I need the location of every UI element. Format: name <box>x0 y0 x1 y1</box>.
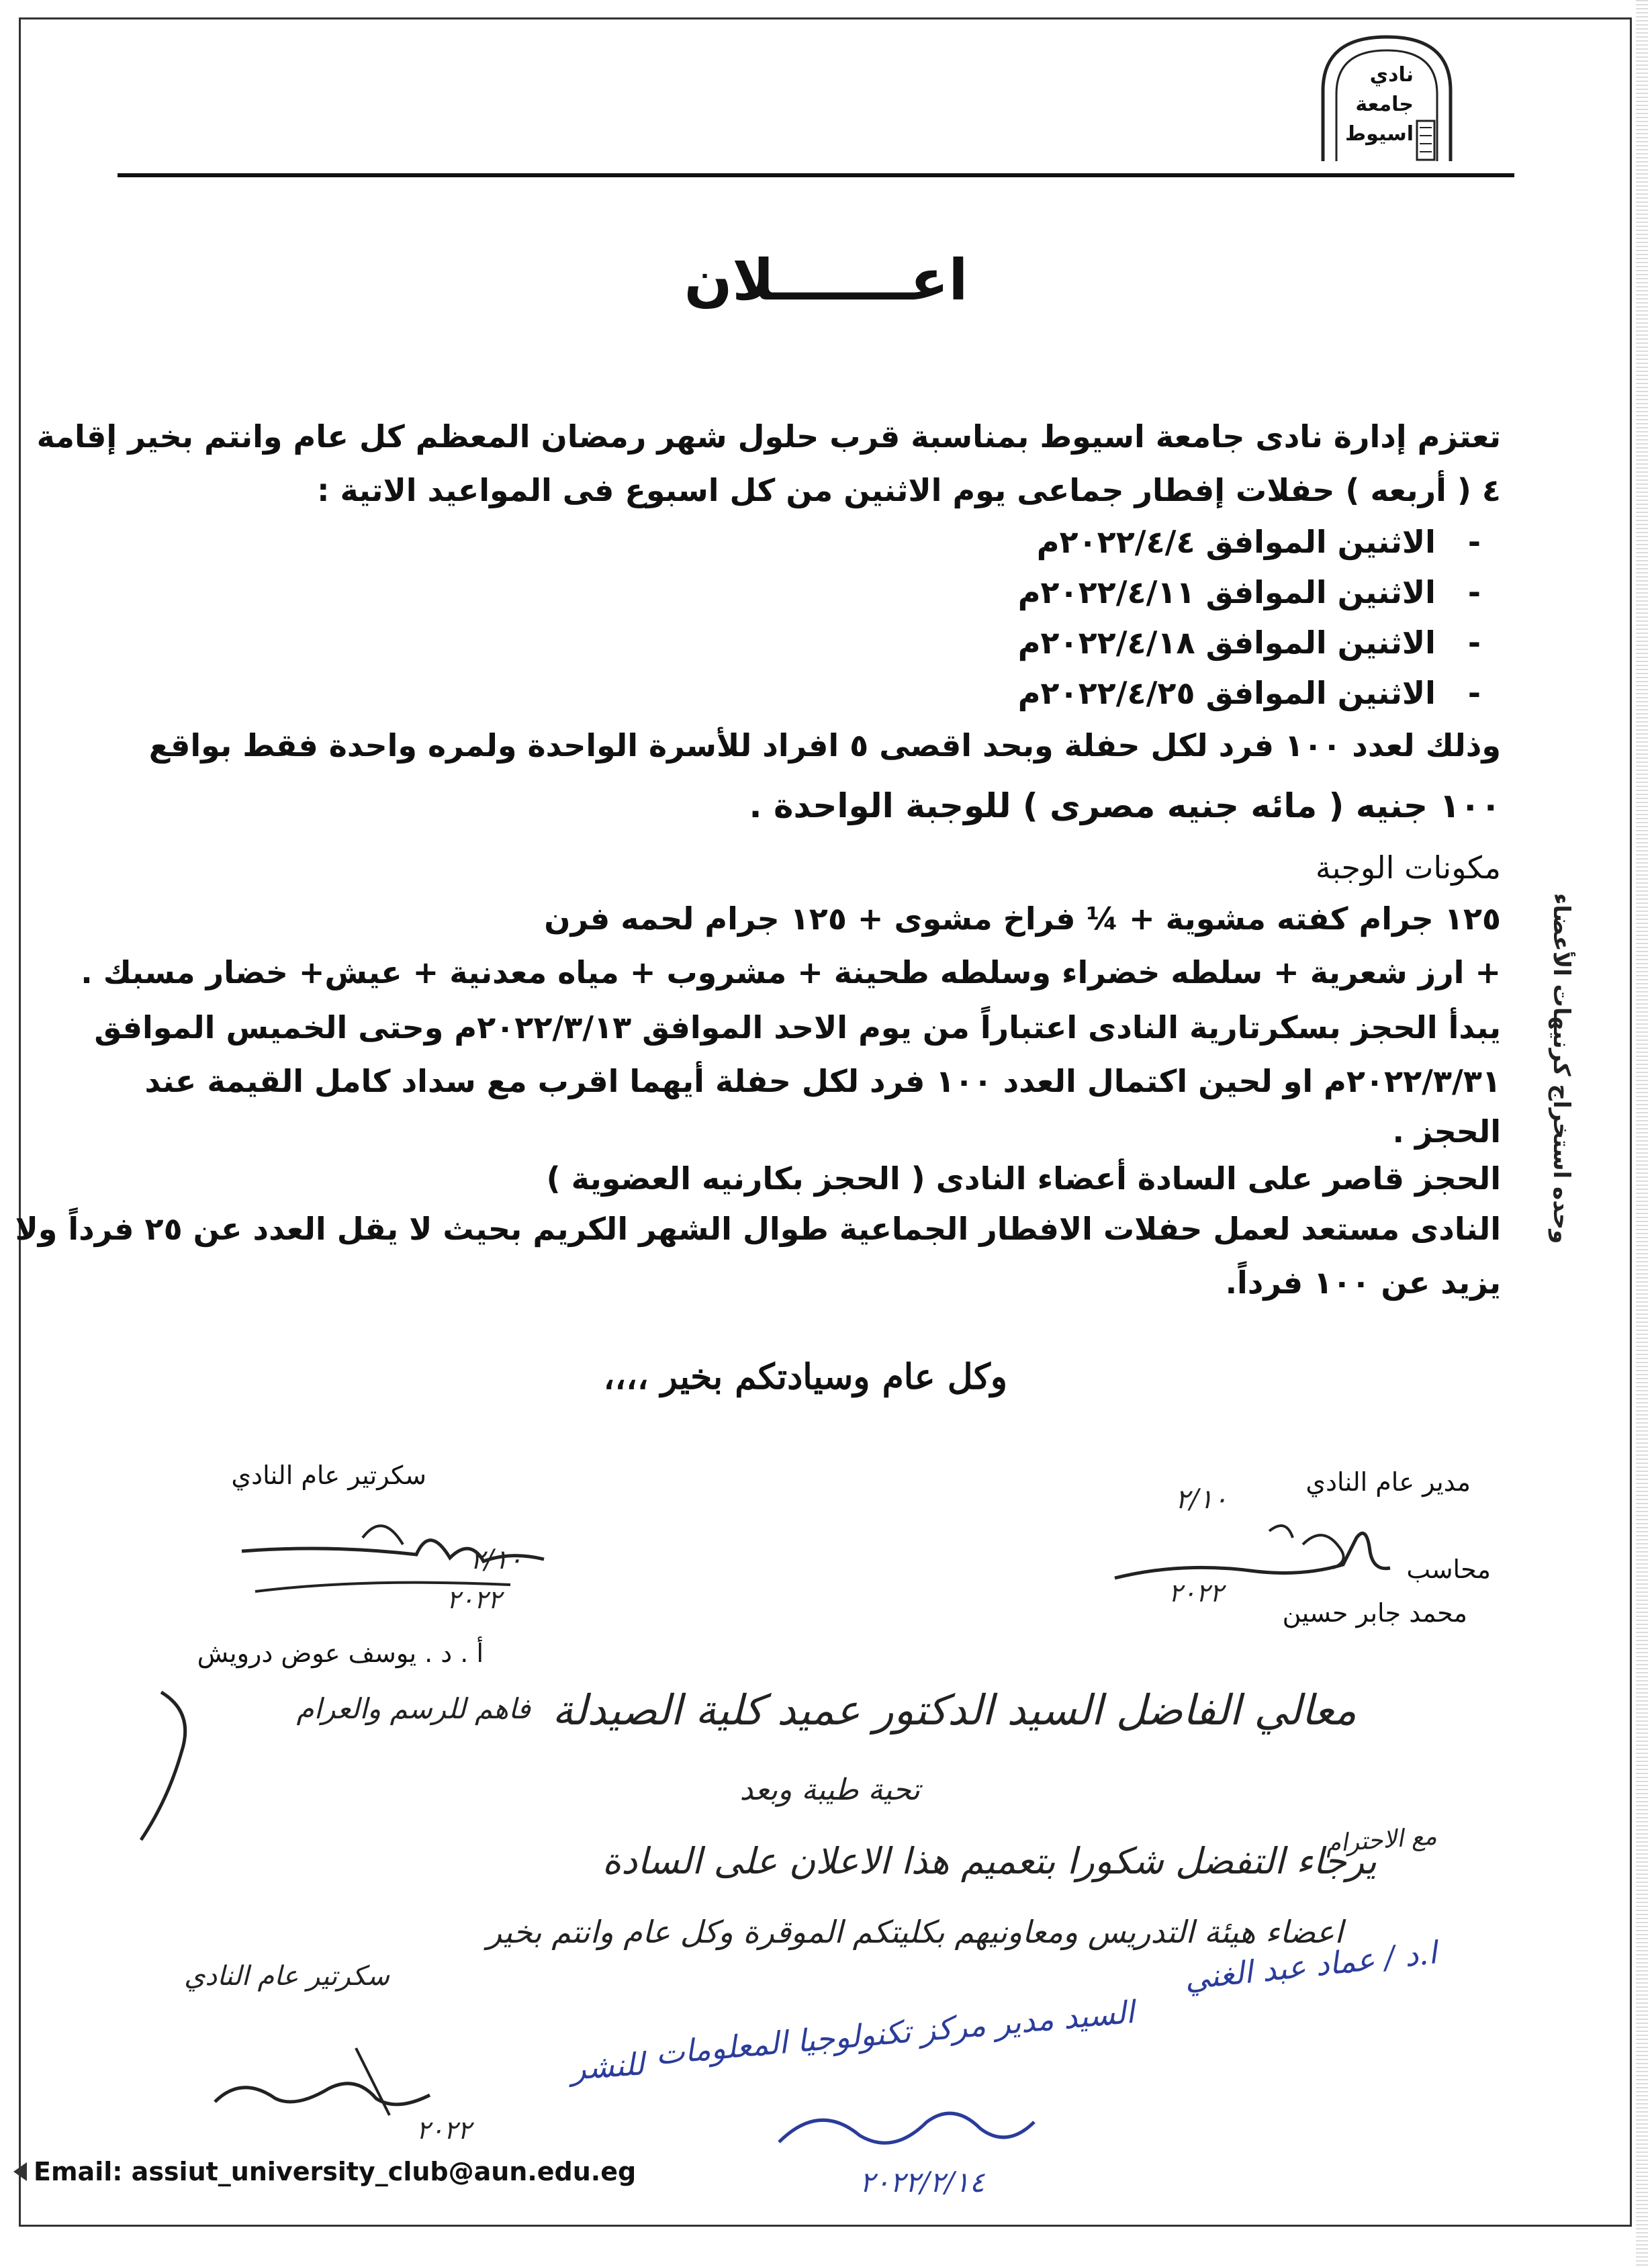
club-logo <box>1316 27 1457 168</box>
price-in-words: ( مائه جنيه مصرى ) <box>1022 786 1344 825</box>
intro-line: ٤ ( أربعه ) حفلات إفطار جماعى يوم الاثنين من كل اسبوع فى المواعيد الاتية : <box>317 472 1501 508</box>
scan-edge <box>1636 0 1648 2267</box>
logo-line: نادي <box>1369 63 1414 87</box>
header-rule <box>118 173 1514 177</box>
hw-request: يرجاء التفضل شكورا بتعميم هذا الاعلان على السادة <box>602 1840 1377 1882</box>
announcement-title: اعـــــــلان <box>684 247 968 313</box>
dash-bullet: - <box>1467 574 1481 610</box>
date-item <box>1037 524 1481 560</box>
hw-regards: مع الاحترام <box>1325 1822 1438 1858</box>
meal-line: ١٢٥ جرام كفته مشوية + ¼ فراخ مشوى + ١٢٥ جرام لحمه فرن <box>544 900 1501 937</box>
group-line: النادى مستعد لعمل حفلات الافطار الجماعية طوال الشهر الكريم بحيث لا يقل العدد عن ٢٥ فرداً ولا <box>15 1211 1501 1247</box>
hw-blue-instruction: السيد مدير مركز تكنولوجيا المعلومات <box>653 1993 1136 2072</box>
hw-date: ٢/١٠ <box>470 1544 522 1575</box>
booking-line: يبدأ الحجز بسكرتارية النادى اعتباراً من يوم الاحد الموافق ٢٠٢٢/٣/١٣م وحتى الخميس الموافق <box>94 1009 1501 1046</box>
hw-year: ٢٠٢٢ <box>1168 1578 1224 1608</box>
hw-blue-date: ٢٠٢٢/٢/١٤ <box>860 2166 985 2199</box>
secretary-label: سكرتير عام النادي <box>231 1461 426 1490</box>
closing-greeting: وكل عام وسيادتكم بخير ،،،، <box>603 1356 1007 1397</box>
blue-signature-icon <box>766 2082 1048 2162</box>
meal-heading: مكونات الوجبة <box>1315 849 1501 886</box>
date-item <box>1018 675 1481 711</box>
group-line: يزيد عن ١٠٠ فرداً. <box>1225 1264 1501 1301</box>
accountant-label: محاسب <box>1406 1555 1491 1584</box>
hw-greeting: تحية طيبة وبعد <box>739 1773 920 1807</box>
date-text: الاثنين الموافق ٢٠٢٢/٤/١١م <box>1017 574 1436 610</box>
hw-year: ٢٠٢٢ <box>447 1585 502 1614</box>
capacity-line: وذلك لعدد ١٠٠ فرد لكل حفلة وبحد اقصى ٥ افراد للأسرة الواحدة ولمره واحدة فقط بواقع <box>148 727 1501 764</box>
intro-line: تعتزم إدارة نادى جامعة اسيوط بمناسبة قرب حلول شهر رمضان المعظم كل عام وانتم بخير إقامة <box>36 418 1501 455</box>
general-manager-label: مدير عام النادي <box>1305 1467 1471 1497</box>
hw-secretary-title: سكرتير عام النادي <box>184 1961 389 1992</box>
members-only-line: الحجز قاصر على السادة أعضاء النادى ( الحجز بكارنيه العضوية ) <box>546 1160 1501 1197</box>
manager-signature-icon <box>1101 1497 1437 1612</box>
professor-name: أ . د . يوسف عوض درويش <box>197 1638 484 1668</box>
logo-line: اسيوط <box>1345 122 1414 146</box>
logo-text <box>1343 60 1414 149</box>
date-item <box>1018 574 1481 610</box>
price-line <box>749 786 1501 826</box>
page-border <box>19 17 1632 2227</box>
booking-line: ٢٠٢٢/٣/٣١م او لحين اكتمال العدد ١٠٠ فرد لكل حفلة أيهما اقرب مع سداد كامل القيمة عند <box>144 1063 1501 1099</box>
price-suffix: للوجبة الواحدة . <box>749 786 1011 825</box>
pointer-icon <box>13 2162 27 2181</box>
accountant-name: محمد جابر حسين <box>1282 1598 1467 1628</box>
date-text: الاثنين الموافق ٢٠٢٢/٤/٤م <box>1036 524 1436 560</box>
email-footer: Email: assiut_university_club@aun.edu.eg <box>34 2157 637 2186</box>
hw-year: ٢٠٢٢ <box>416 2115 471 2145</box>
dash-bullet: - <box>1467 524 1481 560</box>
date-item <box>1018 624 1481 661</box>
hw-request: اعضاء هيئة التدريس ومعاونيهم بكليتكم الموقرة وكل عام وانتم بخير <box>486 1914 1343 1950</box>
meal-line: + ارز شعرية + سلطه خضراء وسلطه طحينة + مشروب + مياه معدنية + عيش+ خضار مسبك . <box>81 954 1501 990</box>
side-note: وحده استخراج كرنيهات الأعضاء <box>1548 893 1575 1244</box>
date-text: الاثنين الموافق ٢٠٢٢/٤/١٨م <box>1017 624 1436 661</box>
hw-blue-name: ا.د / عماد عبد الغني <box>1183 1934 1438 1997</box>
bottom-signature-icon <box>201 2035 443 2135</box>
price-amount: ١٠٠ جنيه <box>1355 786 1501 825</box>
hw-blue-publish: للنشر <box>569 2045 646 2087</box>
approval-stroke-icon <box>121 1685 201 1847</box>
hw-addressee: معالي الفاضل السيد الدكتور عميد كلية الصيدلة <box>552 1685 1357 1734</box>
logo-line: جامعة <box>1355 93 1414 116</box>
hw-approval: فاهم للرسم والعرام <box>296 1692 531 1725</box>
booking-line: الحجز . <box>1392 1113 1501 1150</box>
dash-bullet: - <box>1467 624 1481 661</box>
dash-bullet: - <box>1467 675 1481 711</box>
date-text: الاثنين الموافق ٢٠٢٢/٤/٢٥م <box>1017 675 1436 711</box>
hw-date: ٢/١٠ <box>1175 1484 1228 1515</box>
